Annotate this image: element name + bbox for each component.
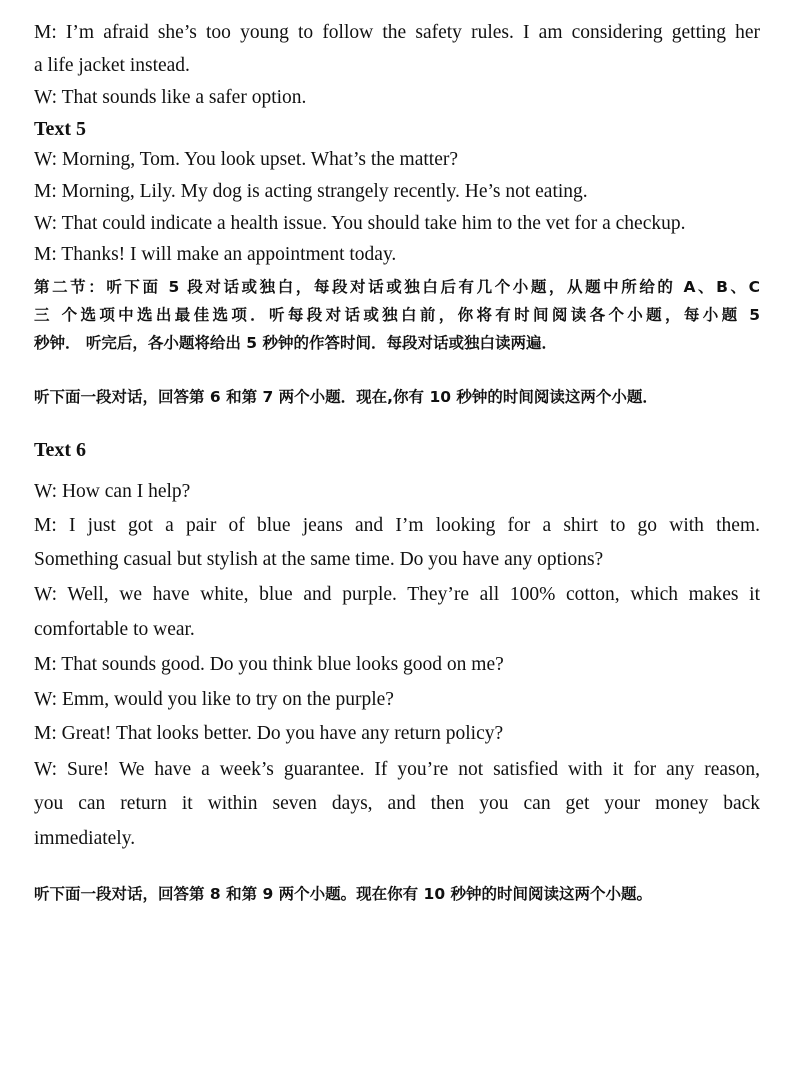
dialogue-line: M: That sounds good. Do you think blue looks good on me? [34,654,504,675]
dialogue-line: W: That sounds like a safer option. [34,87,307,108]
dialogue-line: W: How can I help? [34,481,191,502]
dialogue-line: comfortable to wear. [34,619,195,640]
dialogue-line: M: I just got a pair of blue jeans and I’m looking for a shirt to go with them. [34,515,760,536]
section-heading-text-5: Text 5 [34,118,87,140]
dialogue-line: W: Emm, would you like to try on the purple? [34,689,394,710]
dialogue-line: Something casual but stylish at the same time. Do you have any options? [34,549,604,570]
instruction-line: 第二节：听下面 5 段对话或独白，每段对话或独白后有几个小题，从题中所给的 A、B、C [34,278,760,296]
dialogue-line: M: Morning, Lily. My dog is acting strangely recently. He’s not eating. [34,181,588,202]
dialogue-line: you can return it within seven days, and then you can get your money back [34,793,760,814]
dialogue-line: a life jacket instead. [34,55,190,76]
dialogue-line: W: Well, we have white, blue and purple. They’re all 100% cotton, which makes it [34,584,760,605]
instruction-line: 听下面一段对话，回答第 8 和第 9 两个小题。现在你有 10 秒钟的时间阅读这两个小题。 [34,885,653,903]
instruction-line: 秒钟． 听完后，各小题将给出 5 秒钟的作答时间．每段对话或独白读两遍． [34,334,557,352]
dialogue-line: M: I’m afraid she’s too young to follow the safety rules. I am considering getting her [34,22,760,43]
dialogue-line: W: Sure! We have a week’s guarantee. If you’re not satisfied with it for any reason, [34,759,760,780]
dialogue-line: W: Morning, Tom. You look upset. What’s the matter? [34,149,458,170]
instruction-line: 三 个选项中选出最佳选项．听每段对话或独白前，你将有时间阅读各个小题，每小题 5 [34,306,760,324]
section-heading-text-6: Text 6 [34,439,87,461]
dialogue-line: W: That could indicate a health issue. You should take him to the vet for a checkup. [34,213,686,234]
dialogue-line: M: Thanks! I will make an appointment today. [34,244,397,265]
dialogue-line: immediately. [34,828,136,849]
instruction-line: 听下面一段对话，回答第 6 和第 7 两个小题．现在,你有 10 秒钟的时间阅读这两个小题． [34,388,658,406]
dialogue-line: M: Great! That looks better. Do you have any return policy? [34,723,504,744]
